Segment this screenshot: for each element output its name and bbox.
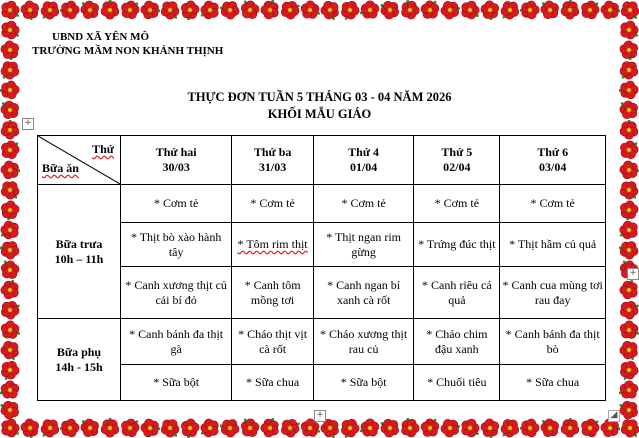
lunch-rice-row (38, 185, 606, 223)
menu-cell: * Cháo chim đậu xanh (414, 319, 500, 365)
flower-icon (100, 0, 120, 20)
menu-cell (232, 223, 314, 267)
flower-icon (120, 418, 140, 438)
menu-cell: * Sữa bột (313, 365, 413, 401)
day-date: 31/03 (258, 160, 287, 174)
flower-icon (360, 0, 380, 20)
flower-icon (619, 280, 639, 300)
menu-title: THỰC ĐƠN TUẦN 5 THÁNG 03 - 04 NĂM 2026 (187, 90, 452, 104)
flower-icon (420, 418, 440, 438)
flower-icon (620, 418, 639, 438)
flower-icon (580, 418, 600, 438)
day-date: 01/04 (349, 160, 378, 174)
corner-cell (38, 136, 121, 185)
day-date: 30/03 (162, 160, 190, 174)
org-line-2-text: TRƯỜNG MẦM NON KHÁNH THỊNH (32, 45, 224, 57)
flower-icon (0, 380, 20, 400)
flower-icon (0, 260, 20, 280)
flower-icon (160, 418, 180, 438)
flower-icon (80, 418, 100, 438)
lunch-label-cell (38, 185, 121, 319)
flower-icon (619, 40, 639, 60)
menu-cell: * Cơm tẻ (232, 185, 314, 223)
lunch-soup-row (38, 267, 606, 319)
day-name: Thứ 5 (441, 145, 473, 159)
flower-icon (0, 340, 20, 360)
flower-icon (0, 60, 20, 80)
menu-cell: * Cơm tẻ (500, 185, 606, 223)
menu-cell: * Sữa chua (232, 365, 314, 401)
flower-icon (0, 200, 20, 220)
day-name: Thứ 6 (537, 145, 569, 159)
flower-icon (0, 40, 20, 60)
flower-icon (40, 418, 60, 438)
flower-icon (580, 0, 600, 20)
flower-icon (200, 418, 220, 438)
snack-drink-row (38, 365, 606, 401)
flower-icon (380, 0, 400, 20)
day-date: 02/04 (443, 160, 471, 174)
flower-icon (460, 418, 480, 438)
flower-icon (280, 418, 300, 438)
flower-icon (240, 418, 260, 438)
flower-icon (619, 240, 639, 260)
lunch-main-row (38, 223, 606, 267)
flower-icon (619, 120, 639, 140)
flower-icon (240, 0, 260, 20)
flower-icon (500, 418, 520, 438)
corner-day-label: Thứ (92, 142, 114, 156)
flower-icon (260, 418, 280, 438)
menu-cell: * Canh bánh đa thịt bò (500, 319, 606, 365)
menu-cell: * Sữa bột (121, 365, 232, 401)
menu-cell: * Cháo xương thịt rau củ (313, 319, 413, 365)
flower-icon (20, 418, 40, 438)
flower-icon (619, 200, 639, 220)
flower-icon (619, 220, 639, 240)
flower-icon (480, 418, 500, 438)
add-column-handle[interactable]: + (627, 268, 639, 280)
day-header-fri (500, 136, 606, 185)
flower-icon (60, 0, 80, 20)
flower-icon (100, 418, 120, 438)
snack-label-cell (38, 319, 121, 401)
day-header-wed (313, 136, 413, 185)
flower-icon (620, 0, 639, 20)
lunch-time: 10h – 11h (54, 251, 104, 266)
org-line-2 (32, 44, 223, 58)
corner-meal-label: Bữa ăn (42, 161, 79, 175)
flower-icon (440, 418, 460, 438)
flower-icon (619, 140, 639, 160)
flower-icon (540, 418, 560, 438)
flower-icon (0, 20, 20, 40)
day-header-mon (121, 136, 232, 185)
menu-cell: * Chuối tiêu (414, 365, 500, 401)
flower-icon (280, 0, 300, 20)
flower-icon (619, 380, 639, 400)
snack-label: Bữa phụ (56, 344, 102, 359)
flower-icon (140, 0, 160, 20)
flower-icon (0, 418, 20, 438)
menu-cell: * Cơm tẻ (121, 185, 232, 223)
menu-cell: * Trứng đúc thịt (414, 223, 500, 267)
flower-icon (619, 360, 639, 380)
flower-icon (340, 418, 360, 438)
flower-border-left (0, 20, 20, 420)
flower-icon (619, 340, 639, 360)
flower-icon (20, 0, 40, 20)
menu-subtitle: KHỐI MẪU GIÁO (267, 107, 372, 121)
flower-icon (400, 418, 420, 438)
flower-icon (0, 240, 20, 260)
menu-cell: * Cơm tẻ (414, 185, 500, 223)
menu-cell: * Cơm tẻ (313, 185, 413, 223)
flower-icon (0, 280, 20, 300)
menu-cell: * Canh riêu cá quả (414, 267, 500, 319)
flower-icon (180, 418, 200, 438)
flower-icon (619, 180, 639, 200)
day-date: 03/04 (539, 160, 567, 174)
flower-icon (0, 360, 20, 380)
day-name: Thứ 4 (348, 145, 380, 159)
menu-cell: * Cháo thịt vịt cà rốt (232, 319, 314, 365)
flower-icon (200, 0, 220, 20)
menu-cell: * Thịt bò xào hành tây (121, 223, 232, 267)
flower-icon (619, 320, 639, 340)
flower-icon (619, 60, 639, 80)
flower-icon (0, 320, 20, 340)
table-move-handle[interactable]: + (22, 118, 34, 130)
table-resize-handle[interactable]: ◢ (608, 410, 620, 422)
menu-cell: * Canh bánh đa thịt gà (121, 319, 232, 365)
flower-icon (320, 0, 340, 20)
menu-cell: * Canh xương thịt củ cải bí đỏ (121, 267, 232, 319)
flower-icon (300, 0, 320, 20)
day-name: Thứ ba (253, 145, 292, 159)
flower-icon (40, 0, 60, 20)
menu-cell: * Thịt hầm củ quả (500, 223, 606, 267)
flower-icon (460, 0, 480, 20)
flower-icon (440, 0, 460, 20)
menu-cell: * Canh cua mùng tơi rau đay (500, 267, 606, 319)
flower-icon (220, 0, 240, 20)
add-row-handle[interactable]: + (314, 410, 326, 422)
flower-icon (80, 0, 100, 20)
flower-icon (380, 418, 400, 438)
flower-icon (160, 0, 180, 20)
flower-icon (400, 0, 420, 20)
table-header-row (38, 136, 606, 185)
flower-icon (480, 0, 500, 20)
flower-icon (619, 160, 639, 180)
menu-cell-text: * Tôm rim thịt (237, 237, 308, 251)
menu-table (37, 135, 606, 401)
menu-cell: * Canh tôm mồng tơi (232, 267, 314, 319)
snack-time: 14h - 15h (55, 359, 103, 374)
flower-icon (0, 140, 20, 160)
day-header-thu (414, 136, 500, 185)
flower-icon (560, 0, 580, 20)
flower-icon (0, 400, 20, 420)
menu-cell: * Thịt ngan rim gừng (313, 223, 413, 267)
flower-icon (560, 418, 580, 438)
snack-food-row (38, 319, 606, 365)
day-name: Thứ hai (155, 145, 197, 159)
flower-icon (260, 0, 280, 20)
flower-icon (0, 120, 20, 140)
flower-icon (220, 418, 240, 438)
flower-icon (520, 418, 540, 438)
flower-icon (360, 418, 380, 438)
flower-icon (180, 0, 200, 20)
flower-icon (500, 0, 520, 20)
org-line-1: UBND XÃ YÊN MÔ (52, 31, 150, 43)
flower-icon (0, 220, 20, 240)
flower-icon (520, 0, 540, 20)
flower-icon (420, 0, 440, 20)
flower-icon (619, 20, 639, 40)
flower-icon (140, 418, 160, 438)
flower-icon (600, 0, 620, 20)
flower-border-right (619, 20, 639, 420)
flower-icon (60, 418, 80, 438)
flower-icon (0, 300, 20, 320)
flower-icon (540, 0, 560, 20)
flower-icon (120, 0, 140, 20)
day-header-tue (232, 136, 314, 185)
flower-icon (619, 300, 639, 320)
flower-icon (619, 400, 639, 420)
flower-icon (0, 0, 20, 20)
menu-cell: * Sữa chua (500, 365, 606, 401)
flower-border-top (0, 0, 639, 20)
flower-icon (0, 180, 20, 200)
organization-header (32, 30, 223, 58)
menu-cell: * Canh ngan bí xanh cà rốt (313, 267, 413, 319)
lunch-label: Bữa trưa (55, 236, 103, 251)
flower-icon (340, 0, 360, 20)
flower-icon (0, 160, 20, 180)
